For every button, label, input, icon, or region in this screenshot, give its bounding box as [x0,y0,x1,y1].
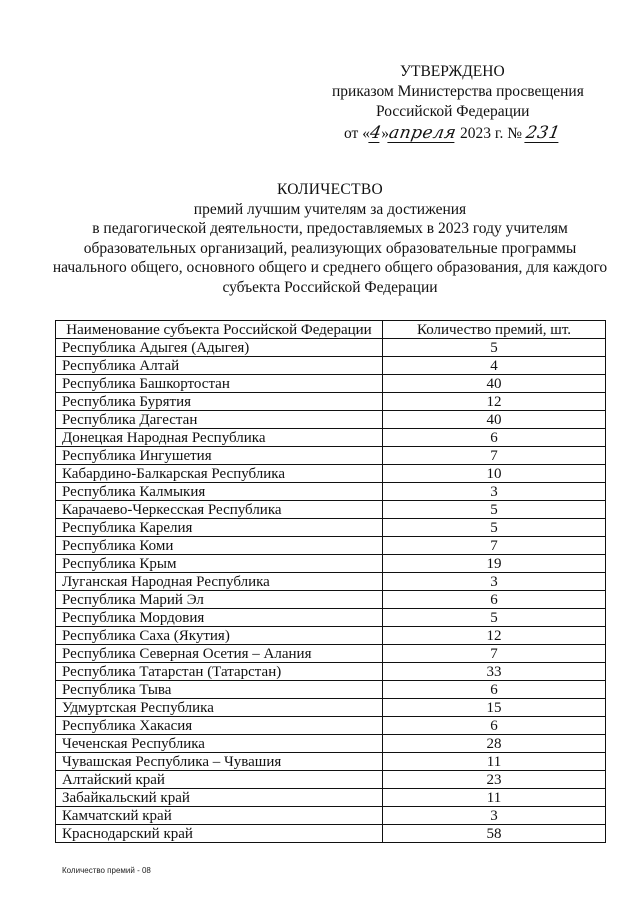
table-row [56,771,606,789]
date-prefix: от « [344,125,370,142]
table-row [56,483,606,501]
heading-line-2: в педагогической деятельности, предоставляемых в 2023 году учителям [92,220,568,238]
table-row [56,375,606,393]
footer-label: Количество премий - 08 [62,866,151,875]
table-row [56,807,606,825]
award-count-cell: 5 [383,609,606,627]
region-name-cell: Республика Карелия [56,519,383,537]
award-count-cell: 3 [383,573,606,591]
award-count-cell: 10 [383,465,606,483]
award-count-cell: 3 [383,483,606,501]
award-count-cell: 6 [383,681,606,699]
region-name-cell: Республика Ингушетия [56,447,383,465]
heading-line-4: начального общего, основного общего и среднего общего образования, для каждого [52,259,608,277]
award-count-cell: 7 [383,645,606,663]
approval-federation-line: Российской Федерации [376,103,530,120]
region-name-cell: Республика Бурятия [56,393,383,411]
region-name-cell: Чувашская Республика – Чувашия [56,753,383,771]
table-row [56,393,606,411]
heading-line-3: образовательных организаций, реализующих образовательные программы [83,239,577,257]
date-quote-close: » [381,125,390,142]
award-count-cell: 5 [383,519,606,537]
table-row [56,825,606,843]
table-row [56,717,606,735]
region-name-cell: Карачаево-Черкесская Республика [56,501,383,519]
award-count-cell: 23 [383,771,606,789]
region-name-cell: Луганская Народная Республика [56,573,383,591]
region-name-cell: Удмуртская Республика [56,699,383,717]
region-name-cell: Кабардино-Балкарская Республика [56,465,383,483]
award-count-cell: 5 [383,501,606,519]
region-name-cell: Камчатский край [56,807,383,825]
table-row [56,429,606,447]
table-row [56,537,606,555]
header-count: Количество премий, шт. [383,321,606,339]
table-row [56,357,606,375]
award-count-cell: 7 [383,447,606,465]
award-count-cell: 15 [383,699,606,717]
award-count-cell: 7 [383,537,606,555]
region-name-cell: Республика Татарстан (Татарстан) [56,663,383,681]
approval-order-line: приказом Министерства просвещения [332,83,584,100]
table-row [56,735,606,753]
table-row [56,501,606,519]
table-row [56,699,606,717]
approval-date-line [344,124,560,144]
award-count-cell: 4 [383,357,606,375]
table-body [56,339,606,843]
document-title: КОЛИЧЕСТВО [277,181,383,198]
award-count-cell: 40 [383,375,606,393]
region-name-cell: Алтайский край [56,771,383,789]
award-count-cell: 33 [383,663,606,681]
award-count-cell: 28 [383,735,606,753]
region-name-cell: Республика Тыва [56,681,383,699]
region-name-cell: Республика Мордовия [56,609,383,627]
heading-line-1: премий лучшим учителям за достижения [193,200,467,218]
table-row [56,519,606,537]
table-row [56,789,606,807]
table-row [56,753,606,771]
region-name-cell: Республика Марий Эл [56,591,383,609]
region-name-cell: Республика Северная Осетия – Алания [56,645,383,663]
award-count-cell: 5 [383,339,606,357]
award-count-cell: 19 [383,555,606,573]
award-count-cell: 11 [383,789,606,807]
table-row [56,663,606,681]
handwritten-day: 4 [368,123,384,143]
region-name-cell: Республика Алтай [56,357,383,375]
region-name-cell: Краснодарский край [56,825,383,843]
handwritten-order-number: 231 [524,123,562,143]
table-row [56,555,606,573]
region-name-cell: Республика Коми [56,537,383,555]
region-name-cell: Республика Адыгея (Адыгея) [56,339,383,357]
region-name-cell: Республика Дагестан [56,411,383,429]
region-name-cell: Республика Крым [56,555,383,573]
table-row [56,609,606,627]
award-count-cell: 40 [383,411,606,429]
award-count-cell: 11 [383,753,606,771]
document-heading [40,180,620,298]
region-name-cell: Республика Саха (Якутия) [56,627,383,645]
region-name-cell: Республика Калмыкия [56,483,383,501]
table-row [56,681,606,699]
awards-table [55,320,606,843]
award-count-cell: 12 [383,393,606,411]
region-name-cell: Забайкальский край [56,789,383,807]
award-count-cell: 3 [383,807,606,825]
award-count-cell: 6 [383,717,606,735]
region-name-cell: Чеченская Республика [56,735,383,753]
table-row [56,573,606,591]
region-name-cell: Республика Хакасия [56,717,383,735]
table-row [56,411,606,429]
award-count-cell: 58 [383,825,606,843]
award-count-cell: 6 [383,429,606,447]
table-row [56,447,606,465]
table-row [56,627,606,645]
award-count-cell: 12 [383,627,606,645]
table-row [56,645,606,663]
award-count-cell: 6 [383,591,606,609]
table-row [56,465,606,483]
table-header-row [56,321,606,339]
date-year-text: 2023 г. № [460,125,523,142]
region-name-cell: Донецкая Народная Республика [56,429,383,447]
table-row [56,339,606,357]
approved-label: УТВЕРЖДЕНО [400,63,505,80]
heading-line-5: субъекта Российской Федерации [222,278,438,296]
header-region: Наименование субъекта Российской Федерации [56,321,383,339]
region-name-cell: Республика Башкортостан [56,375,383,393]
handwritten-month: апреля [387,123,458,143]
table-row [56,591,606,609]
